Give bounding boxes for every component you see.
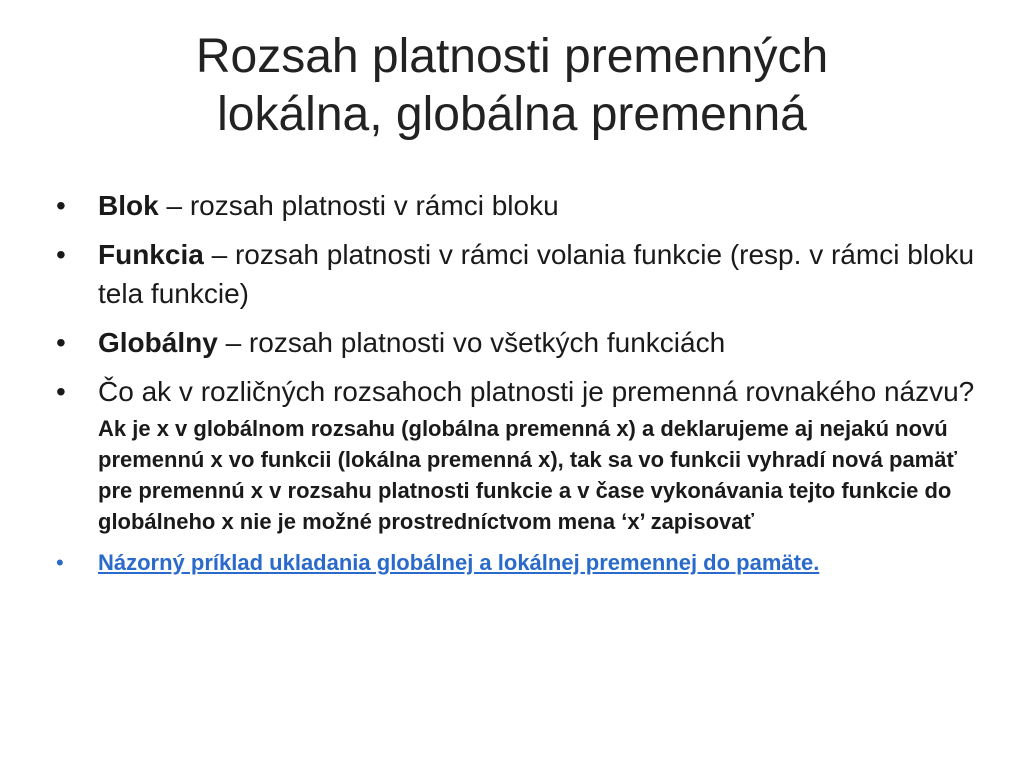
bullet-item-globalny	[56, 323, 976, 362]
bullet-description: – rozsah platnosti vo všetkých funkciách	[217, 327, 726, 358]
bullet-list	[56, 186, 976, 588]
bullet-item-funkcia	[56, 235, 976, 313]
slide-title-line-1: Rozsah platnosti premenných	[195, 30, 829, 83]
slide-title-line-2: lokálna, globálna premenná	[217, 88, 807, 141]
bullet-icon: •	[56, 239, 66, 270]
bullet-term: Funkcia	[98, 239, 204, 270]
bullet-item-link	[56, 547, 976, 578]
slide-title	[60, 28, 964, 144]
bullet-term: Globálny	[98, 327, 218, 358]
bullet-description: – rozsah platnosti v rámci bloku	[158, 190, 559, 221]
bullet-item-question	[56, 372, 976, 537]
bullet-question: Čo ak v rozličných rozsahoch platnosti je premenná rovnakého názvu?	[98, 376, 975, 407]
bullet-icon: •	[56, 327, 66, 358]
example-link[interactable]: Názorný príklad ukladania globálnej a lokálnej premennej do pamäte.	[98, 550, 820, 575]
bullet-item-blok	[56, 186, 976, 225]
bullet-term: Blok	[98, 190, 159, 221]
bullet-icon: •	[56, 550, 64, 575]
bullet-answer: Ak je x v globálnom rozsahu (globálna premenná x) a deklarujeme aj nejakú novú premennú x vo funkcii (lokálna premenná x), tak sa vo funkcii vyhradí nová pamäť pre premennú x v rozsahu platnosti funkcie a v čase vykonávania tejto funkcie do globálneho x nie je možné prostredníctvom mena ‘x’ zapisovať	[98, 416, 958, 534]
bullet-description: – rozsah platnosti v rámci volania funkcie (resp. v rámci bloku tela funkcie)	[98, 239, 975, 309]
bullet-icon: •	[56, 376, 66, 407]
bullet-icon: •	[56, 190, 66, 221]
